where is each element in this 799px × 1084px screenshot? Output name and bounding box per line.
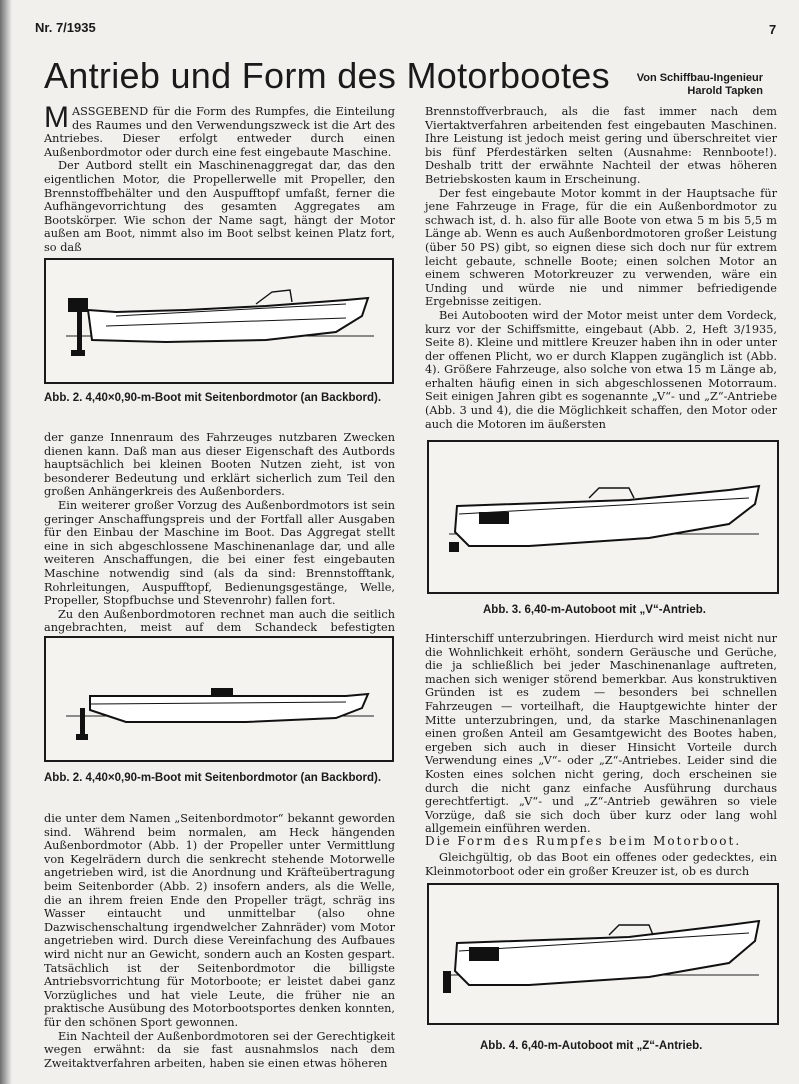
paragraph: der ganze Innenraum des Fahrzeuges nutzbaren Zwecken dienen kann. Daß man aus dieser Eigenschaft des Autbords hauptsächlich bei kleinen Booten Nutzen zieht, ist von besonderer Bedeutung und erklärt sicherlich zum Teil den großen Anhängerkreis des Außenborders. [44, 431, 395, 499]
issue-number: Nr. 7/1935 [35, 20, 96, 35]
paragraph: Ein weiterer großer Vorzug des Außenbordmotors ist sein geringer Anschaffungspreis und der Fortfall aller Ausgaben für den Einbau der Maschine im Boot. Das Aggregat stellt eine in sich abgeschlossene Maschinenanlage dar, und alle weiteren Anschaffungen, die bei einer fest eingebauten Maschine notwendig sind (als da sind: Brennstofftank, Rohrleitungen, Auspufftopf, Bedienungsgestänge, Welle, Propeller, Stopfbuchse und Stevenrohr) fallen fort. [44, 498, 395, 608]
paragraph: die unter dem Namen „Seitenbordmotor“ bekannt geworden sind. Während beim normalen, am Heck hängenden Außenbordmotor (Abb. 1) der Propeller unter Vermittlung von Kegelrädern durch die senkrecht stehende Motorwelle angetrieben wird, ist die Anordnung und Kräfteübertragung beim Seitenborder (Abb. 2) insofern anders, als die Welle, die an ihrem freien Ende den Propeller trägt, schräg ins Wasser eintaucht und unmittelbar (also ohne Dazwischenschaltung irgendwelcher Zahnräder) vom Motor angetrieben wird. Durch diese Vereinfachung des Aufbaues wird nicht nur an Gewicht, sondern auch an Kosten gespart. Tatsächlich ist der Seitenbordmotor die billigste Antriebsvorrichtung für Motorboote; er leistet dabei ganz Vorzügliches und hat viele Leute, die früher nie an praktische Ausübung des Motorbootsportes denken konnten, für den schönen Sport gewonnen. [44, 812, 395, 1029]
paragraph: Bei Autobooten wird der Motor meist unter dem Vordeck, kurz vor der Schiffsmitte, eingebaut (Abb. 2, Heft 3/1935, Seite 8). Kleine und mittlere Kreuzer haben ihn in oder unter der offenen Plicht, wo er durch Klappen zugänglich ist (Abb. 4). Größere Fahrzeuge, also solche von etwa 15 m Länge ab, erhalten häufig einen in sich abgeschlossenen Motorraum. Seit einigen Jahren gibt es sogenannte „V“- und „Z“-Antriebe (Abb. 3 und 4), die die Möglichkeit schaffen, den Motor oder auch die Motoren im äußersten [425, 308, 777, 431]
section-subheading: Die Form des Rumpfes beim Motorboot. [425, 834, 742, 848]
intro-text: für die Form des Rumpfes, die Einteilung des Raumes und den Verwendungszweck ist die Art des Antriebes. Dieser erfolgt entweder durch einen Außenbordmotor oder durch eine fest eingebaute Maschine. [44, 105, 395, 159]
paragraph: Der fest eingebaute Motor kommt in der Hauptsache für jene Fahrzeuge in Frage, für die ein Außenbordmotor zu schwach ist, d. h. also für alle Boote von etwa 5 m bis 5,5 m Länge ab. Wenn es auch Außenbordmotoren großer Leistung (über 50 PS) gibt, so eignen diese sich doch nur für extrem leicht gebaute, schnelle Boote; einen solchen Motor an einem schweren Motorkreuzer zu verwenden, wäre ein Unding und würde nie und nimmer befriedigende Ergebnisse zeitigen. [425, 186, 777, 309]
lead-word: ASSGEBEND [72, 105, 149, 118]
paragraph: Zu den Außenbordmotoren rechnet man auch die seitlich angebrachten, meist auf dem Schandeck befestigten [44, 607, 395, 635]
paragraph: Gleichgültig, ob das Boot ein offenes oder gedecktes, ein Kleinmotorboot oder ein großer Kreuzer ist, ob es durch [425, 851, 777, 878]
byline-role: Von Schiffbau-Ingenieur [636, 72, 763, 84]
article-title: Antrieb und Form des Motorbootes [44, 55, 610, 96]
figure-z-drive-boat [427, 883, 779, 1025]
boat-drawing-3 [429, 442, 777, 592]
figure-v-drive-boat [427, 440, 779, 594]
col1-mid-text [44, 431, 395, 649]
drop-cap: M [44, 101, 69, 134]
paragraph: Brennstoffverbrauch, als die fast immer nach dem Viertaktverfahren arbeitenden fest eingebauten Maschinen. Ihre Leistung ist jedoch meist gering und überschreitet vier bis fünf Pferdestärken selten (Ausnahme: Rennboote!). Deshalb tritt der erwähnte Nachteil der etwas höheren Betriebskosten kaum in Erscheinung. [425, 105, 777, 186]
paragraph: Der Autbord stellt ein Maschinenaggregat dar, das den eigentlichen Motor, die Propellerwelle mit Propeller, den Brennstoffbehälter und den Auspufftopf umfaßt, ferner die Aufhängevorrichtung des gesamten Aggregates am Bootskörper. Wie schon der Name sagt, hängt der Motor außen am Boot, nimmt also im Boot selbst keinen Platz fort, so daß [44, 159, 395, 254]
byline-author: Harold Tapken [687, 85, 763, 97]
page-binding-shadow [0, 0, 12, 1084]
intro-paragraph [44, 101, 395, 159]
figure-outboard-boat [44, 258, 394, 384]
figure-caption-3: Abb. 3. 6,40-m-Autoboot mit „V“-Antrieb. [483, 604, 706, 616]
col2-mid-text [425, 632, 777, 836]
figure-side-motor-boat [44, 636, 394, 762]
paragraph: Ein Nachteil der Außenbordmotoren sei der Gerechtigkeit wegen erwähnt: da sie fast ausnahmslos nach dem Zweitaktverfahren arbeiten, haben sie einen etwas höheren [44, 1029, 395, 1070]
boat-drawing-1 [46, 260, 392, 382]
figure-caption-2: Abb. 2. 4,40×0,90-m-Boot mit Seitenbordmotor (an Backbord). [44, 772, 382, 784]
byline [637, 72, 763, 98]
boat-drawing-4 [429, 885, 777, 1023]
col2-top-text [425, 105, 777, 431]
paragraph: Hinterschiff unterzubringen. Hierdurch wird meist nicht nur die Wohnlichkeit erhöht, sondern Geräusche und Gerüche, die ja schließlich bei jeder Maschinenanlage auftreten, machen sich weniger störend bemerkbar. Aus konstruktiven Gründen ist es zudem — besonders bei schnellen Fahrzeugen — vorteilhaft, die Hauptgewichte hinter der Mitte unterzubringen, und, da starke Maschinenanlagen einen großen Anteil am Gesamtgewicht des Bootes haben, ergeben sich auch in dieser Hinsicht Vorteile durch Verwendung eines „V“- oder „Z“-Antriebes. Leider sind die Kosten eines solchen nicht gering, doch erscheinen sie durch die nicht ganz einfache Ausführung durchaus gerechtfertigt. „V“- und „Z“-Antrieb gewähren so viele Vorzüge, daß sie sich doch über kurz oder lang wohl allgemein einführen werden. [425, 632, 777, 836]
boat-drawing-2 [46, 638, 392, 760]
col2-bottom-text [425, 851, 777, 878]
col1-bottom-text [44, 812, 395, 1070]
col1-top-text [44, 101, 395, 255]
figure-caption-1: Abb. 2. 4,40×0,90-m-Boot mit Seitenbordmotor (an Backbord). [44, 392, 382, 404]
page-number: 7 [769, 22, 777, 37]
figure-caption-4: Abb. 4. 6,40-m-Autoboot mit „Z“-Antrieb. [480, 1040, 703, 1052]
